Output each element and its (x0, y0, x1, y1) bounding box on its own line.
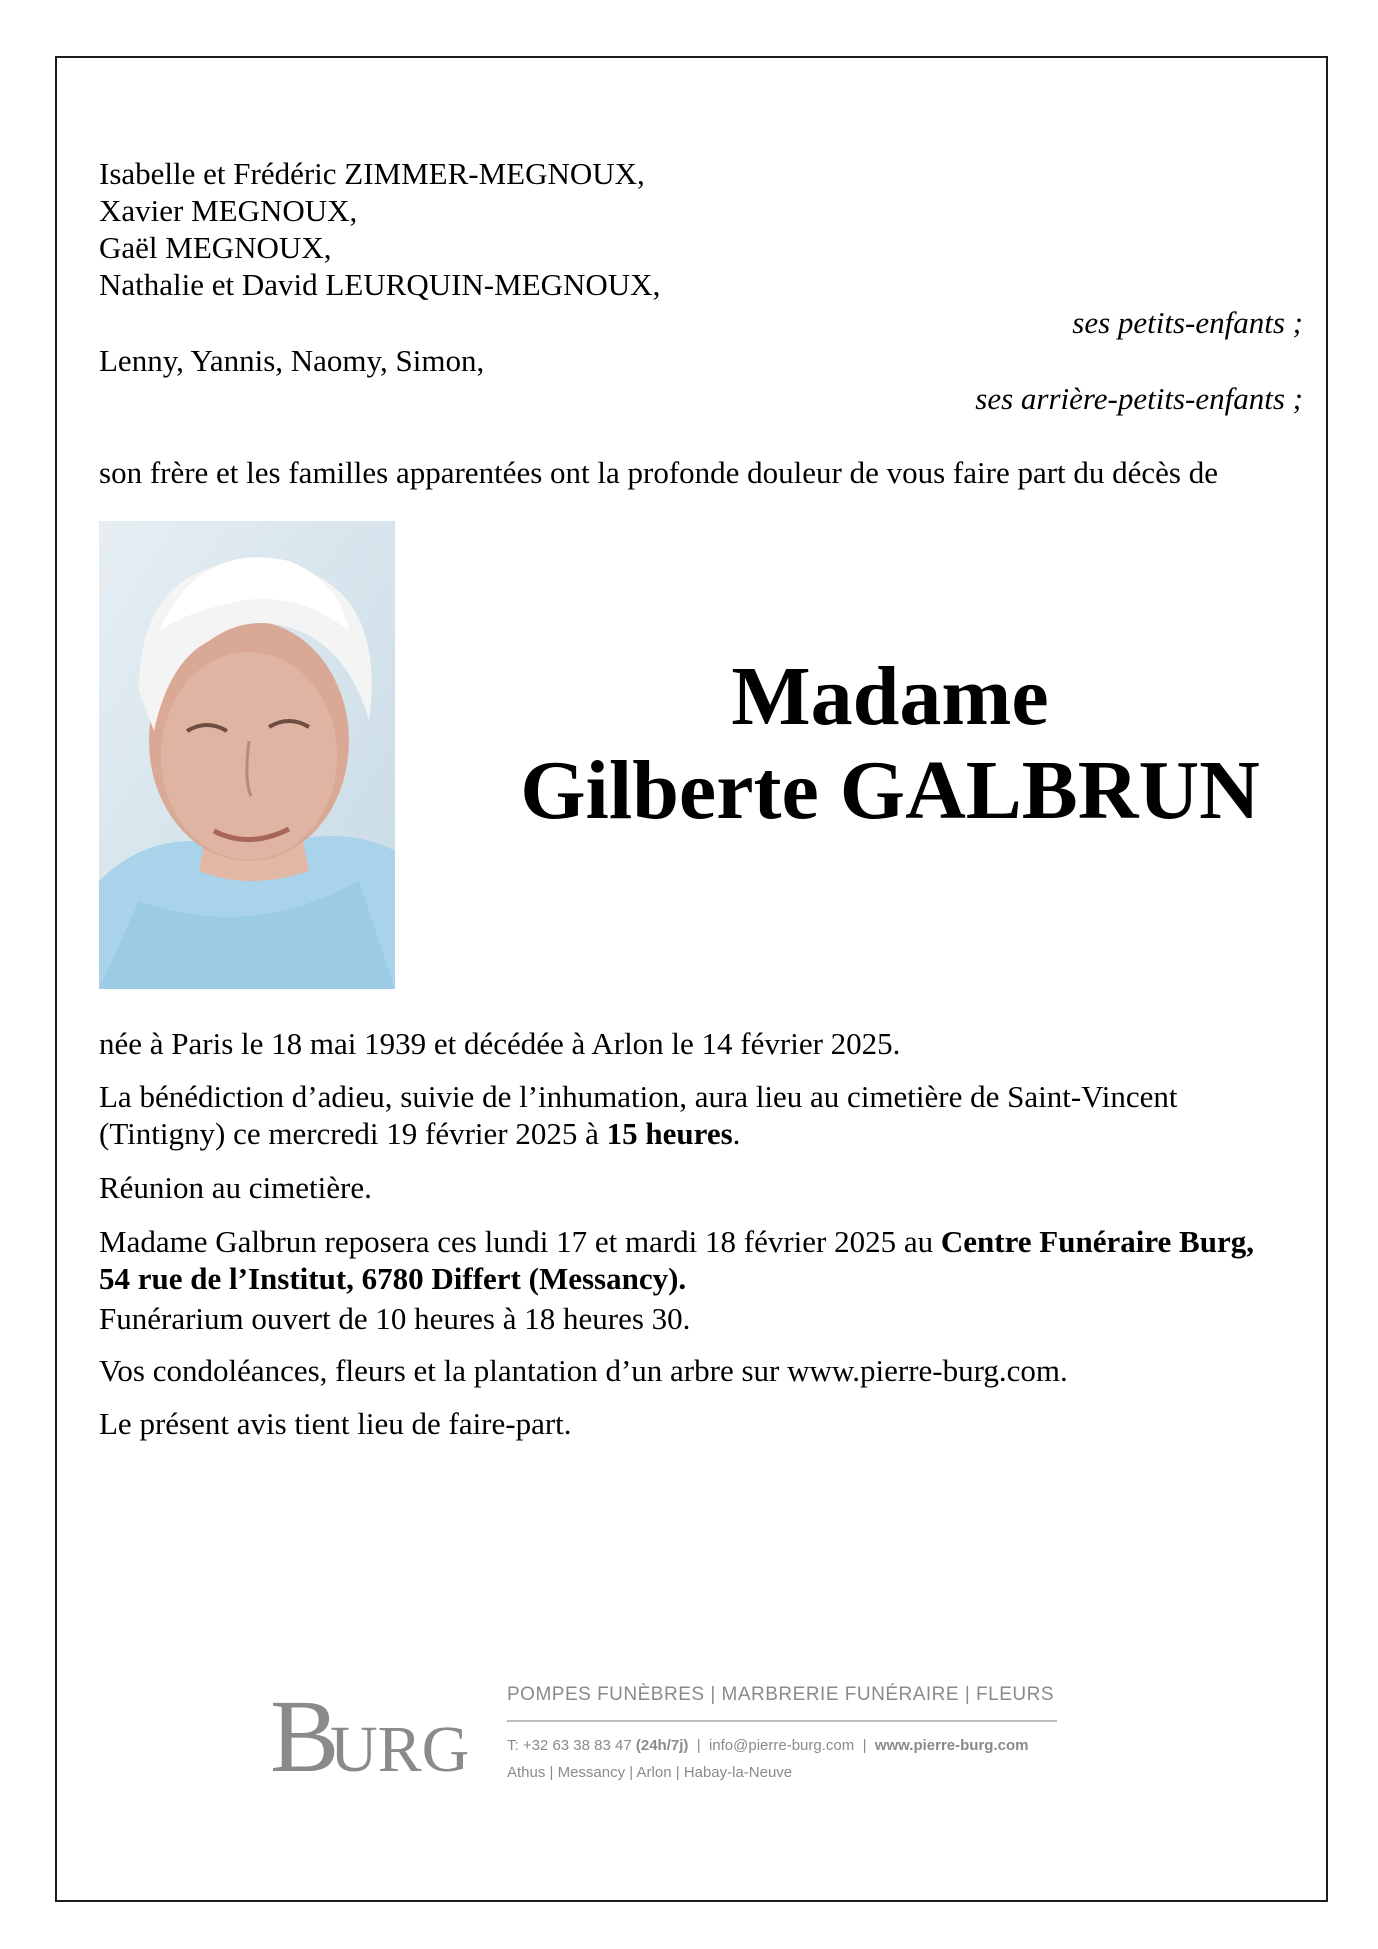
ceremony-end: . (732, 1116, 741, 1151)
family-line-2: Xavier MEGNOUX, (99, 193, 358, 228)
meeting-text: Réunion au cimetière. (99, 1170, 372, 1205)
notice-text: Le présent avis tient lieu de faire-part. (99, 1406, 572, 1441)
svg-text:B: B (270, 1686, 340, 1786)
website-link[interactable]: www.pierre-burg.com (874, 1737, 1029, 1754)
family-line-4: Nathalie et David LEURQUIN-MEGNOUX, (99, 267, 661, 302)
footer-contact (507, 1737, 1028, 1754)
email-link[interactable]: info@pierre-burg.com (708, 1737, 855, 1754)
rest-paragraph (99, 1223, 1259, 1297)
footer-divider (507, 1720, 1057, 1722)
grandchildren-role: ses petits-enfants ; (1072, 305, 1303, 340)
footer-towns: Athus | Messancy | Arlon | Habay-la-Neuve (507, 1764, 793, 1781)
rest-place: Centre Funéraire Burg, 54 rue de l’Institut, 6780 Differt (Messancy). (99, 1224, 1254, 1296)
deceased-title: Madame (731, 650, 1049, 743)
portrait-photo (99, 521, 395, 989)
funerarium-hours: Funérarium ouvert de 10 heures à 18 heures 30. (99, 1301, 691, 1336)
family-line-3: Gaël MEGNOUX, (99, 230, 332, 265)
phone-hours: (24h/7j) (635, 1737, 689, 1754)
contact-separator-2: | (858, 1737, 871, 1754)
announcement-text: son frère et les familles apparentées ont la profonde douleur de vous faire part du décès de (99, 455, 1218, 490)
ceremony-paragraph (99, 1078, 1259, 1152)
footer-services: POMPES FUNÈBRES | MARBRERIE FUNÉRAIRE | FLEURS (507, 1684, 1055, 1705)
great-grandchildren-role: ses arrière-petits-enfants ; (975, 381, 1303, 416)
svg-text:URG: URG (330, 1713, 470, 1786)
portrait-illustration (99, 521, 395, 989)
family-line-5: Lenny, Yannis, Naomy, Simon, (99, 343, 485, 378)
rest-text: Madame Galbrun reposera ces lundi 17 et mardi 18 février 2025 au (99, 1224, 941, 1259)
birth-death-text: née à Paris le 18 mai 1939 et décédée à Arlon le 14 février 2025. (99, 1026, 901, 1061)
family-line-1: Isabelle et Frédéric ZIMMER-MEGNOUX, (99, 156, 645, 191)
ceremony-time: 15 heures (606, 1116, 733, 1151)
burg-logo (270, 1686, 470, 1786)
condolences-text: Vos condoléances, fleurs et la plantation d’un arbre sur www.pierre-burg.com. (99, 1353, 1068, 1388)
contact-separator-1: | (692, 1737, 705, 1754)
ceremony-text: La bénédiction d’adieu, suivie de l’inhumation, aura lieu au cimetière de Saint-Vincent (Tintigny) ce mercredi 19 février 2025 à (99, 1079, 1178, 1151)
deceased-name: Gilberte GALBRUN (520, 744, 1260, 837)
phone-text: T: +32 63 38 83 47 (507, 1737, 632, 1754)
